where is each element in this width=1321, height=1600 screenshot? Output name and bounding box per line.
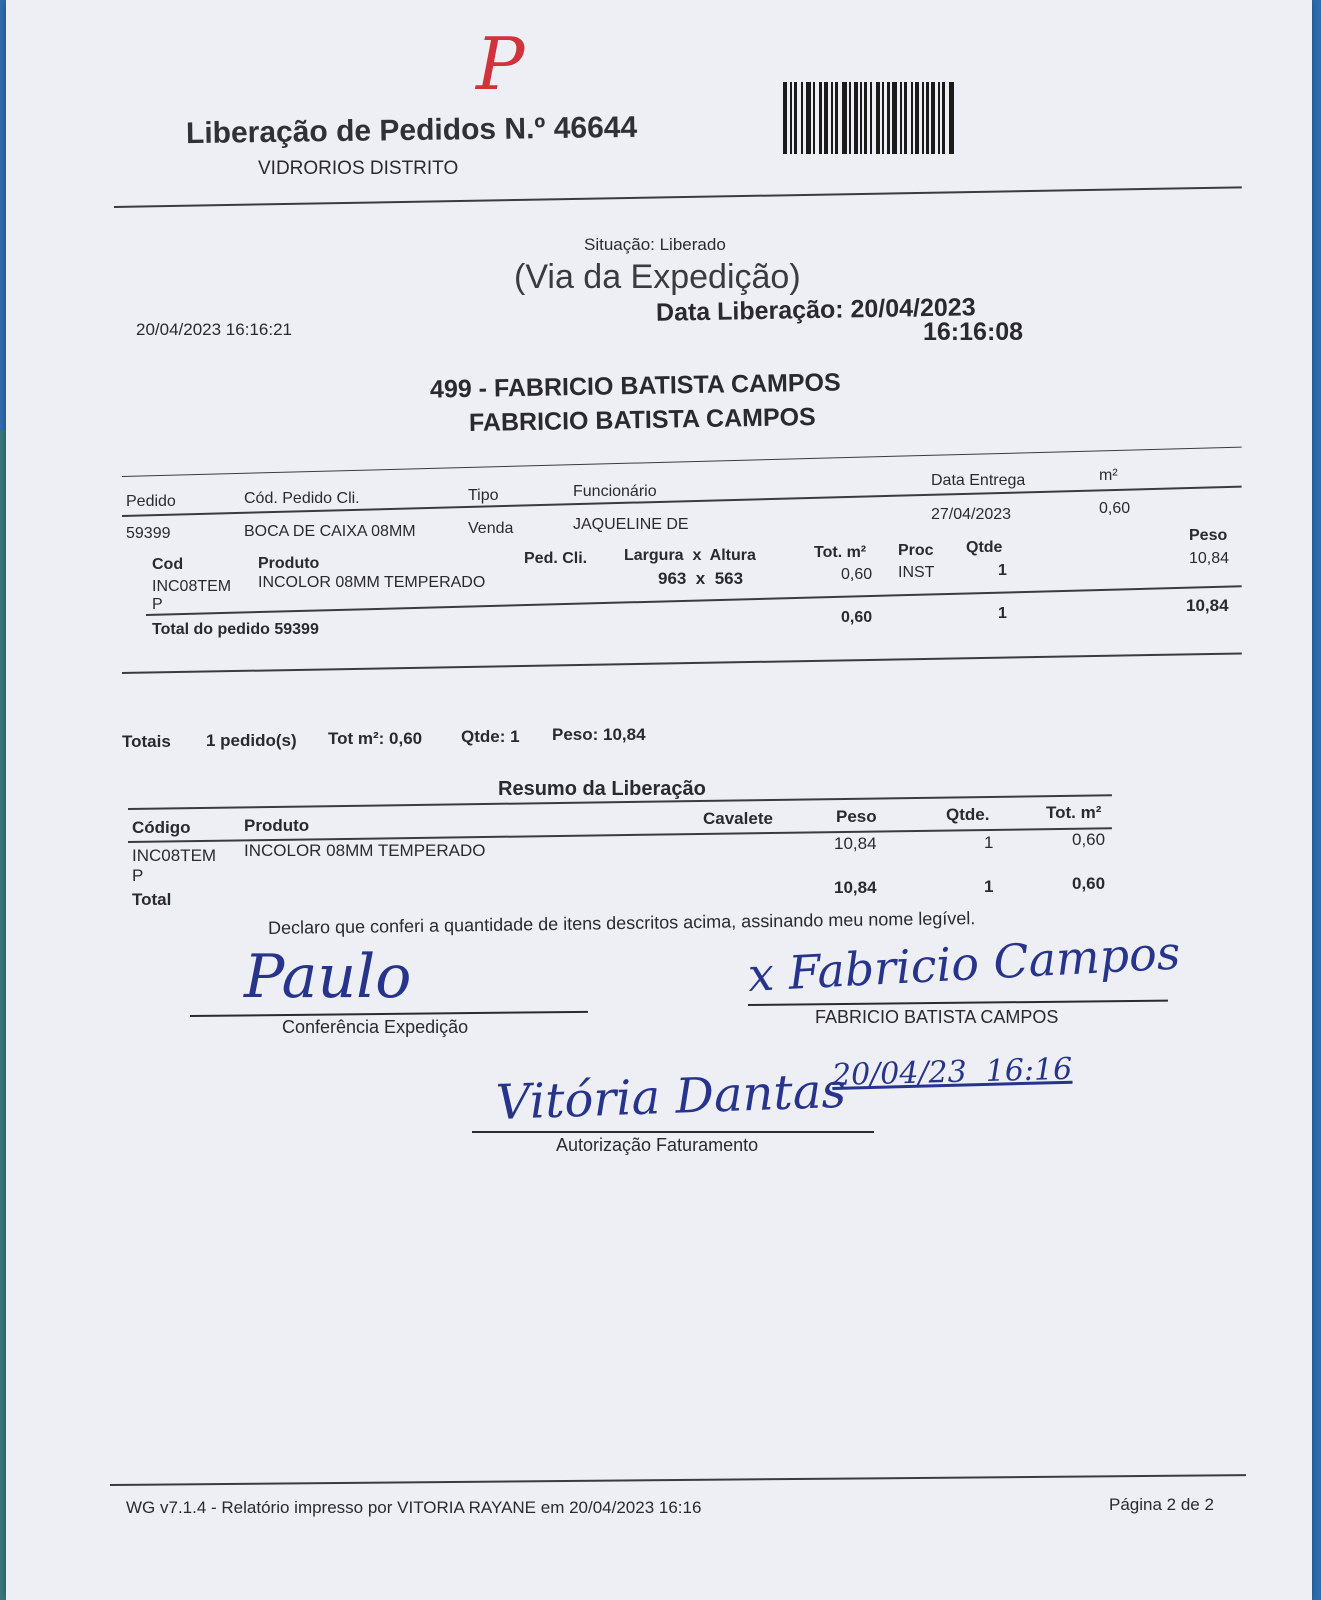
order-delivery-date: 27/04/2023 bbox=[931, 506, 1012, 523]
summary-code: INC08TEM bbox=[132, 846, 217, 865]
item-col-qtde: Qtde bbox=[966, 539, 1003, 556]
totals-qtde: Qtde: 1 bbox=[461, 727, 520, 746]
order-total-label: Total do pedido 59399 bbox=[152, 621, 319, 638]
footer-page-number: Página 2 de 2 bbox=[1109, 1495, 1214, 1514]
status-label: Situação: Liberado bbox=[584, 235, 726, 254]
item-product: INCOLOR 08MM TEMPERADO bbox=[258, 574, 486, 591]
release-date: Data Liberação: 20/04/2023 bbox=[655, 293, 976, 327]
item-dimensions: 963 x 563 bbox=[658, 569, 744, 588]
col-pedido: Pedido bbox=[126, 493, 176, 510]
expedicao-label: Conferência Expedição bbox=[282, 1017, 469, 1037]
client-signature-line bbox=[748, 1000, 1168, 1006]
item-col-tot-m2: Tot. m² bbox=[814, 544, 867, 561]
company-name: VIDRORIOS DISTRITO bbox=[258, 158, 459, 179]
item-qtde: 1 bbox=[998, 562, 1007, 579]
col-m2: m² bbox=[1099, 467, 1118, 484]
faturamento-signature: Vitória Dantas bbox=[495, 1062, 847, 1131]
handwritten-date: 20/04/23 16:16 bbox=[831, 1051, 1073, 1093]
faturamento-label: Autorização Faturamento bbox=[556, 1135, 759, 1155]
col-cod-pedido-cli: Cód. Pedido Cli. bbox=[244, 490, 360, 507]
col-funcionario: Funcionário bbox=[573, 483, 657, 500]
summary-total-peso: 10,84 bbox=[834, 878, 877, 897]
totals-peso: Peso: 10,84 bbox=[552, 725, 646, 744]
item-code-cont: P bbox=[152, 596, 163, 613]
order-employee: JAQUELINE DE bbox=[573, 516, 689, 533]
col-tipo: Tipo bbox=[468, 487, 499, 504]
summary-col-peso: Peso bbox=[836, 807, 877, 826]
summary-total-m2: 0,60 bbox=[1072, 874, 1106, 893]
order-client-code: BOCA DE CAIXA 08MM bbox=[244, 523, 416, 540]
item-code: INC08TEM bbox=[152, 578, 232, 595]
client-name: FABRICIO BATISTA CAMPOS bbox=[468, 402, 816, 438]
printed-at: 20/04/2023 16:16:21 bbox=[136, 320, 292, 339]
order-table-top-rule bbox=[122, 447, 1242, 477]
totals-label: Totais bbox=[122, 732, 171, 751]
totals-orders: 1 pedido(s) bbox=[206, 731, 297, 750]
summary-title: Resumo da Liberação bbox=[498, 778, 706, 800]
order-m2: 0,60 bbox=[1099, 500, 1131, 517]
declaration-text: Declaro que conferi a quantidade de itens descritos acima, assinando meu nome legível. bbox=[267, 908, 976, 938]
header-divider bbox=[114, 186, 1242, 208]
summary-col-tot-m2: Tot. m² bbox=[1046, 803, 1102, 822]
order-number: 59399 bbox=[126, 525, 171, 542]
summary-code-cont: P bbox=[132, 866, 144, 885]
item-peso: 10,84 bbox=[1189, 550, 1230, 567]
summary-col-qtde: Qtde. bbox=[946, 805, 990, 824]
expedicao-signature: Paulo bbox=[244, 942, 412, 1012]
faturamento-signature-line bbox=[472, 1131, 874, 1133]
copy-label: (Via da Expedição) bbox=[514, 258, 801, 296]
order-table-bottom-rule bbox=[122, 652, 1242, 674]
item-proc: INST bbox=[898, 564, 935, 581]
item-tot-m2: 0,60 bbox=[841, 566, 873, 583]
item-col-produto: Produto bbox=[258, 555, 320, 572]
item-col-proc: Proc bbox=[898, 542, 934, 559]
footer-rule bbox=[110, 1474, 1246, 1486]
client-code-name: 499 - FABRICIO BATISTA CAMPOS bbox=[429, 368, 841, 404]
barcode bbox=[783, 82, 981, 154]
summary-peso: 10,84 bbox=[834, 834, 877, 853]
summary-col-cavalete: Cavalete bbox=[703, 809, 773, 828]
order-total-m2: 0,60 bbox=[841, 609, 873, 626]
summary-total-label: Total bbox=[132, 890, 172, 909]
document-page bbox=[6, 0, 1312, 1600]
summary-tot-m2: 0,60 bbox=[1072, 830, 1106, 849]
item-col-largura-altura: Largura x Altura bbox=[624, 547, 756, 564]
document-title: Liberação de Pedidos N.º 46644 bbox=[185, 110, 638, 151]
summary-qtde: 1 bbox=[984, 833, 994, 852]
col-data-entrega: Data Entrega bbox=[931, 472, 1026, 489]
item-col-cod: Cod bbox=[152, 556, 184, 573]
summary-product: INCOLOR 08MM TEMPERADO bbox=[244, 841, 486, 860]
item-col-peso: Peso bbox=[1189, 527, 1228, 544]
summary-col-produto: Produto bbox=[244, 816, 310, 835]
order-total-qtde: 1 bbox=[998, 605, 1007, 622]
summary-col-codigo: Código bbox=[132, 818, 191, 837]
order-total-peso: 10,84 bbox=[1186, 596, 1229, 615]
release-time: 16:16:08 bbox=[923, 318, 1024, 346]
footer-printed-by: WG v7.1.4 - Relatório impresso por VITORIA RAYANE em 20/04/2023 16:16 bbox=[126, 1498, 702, 1517]
client-signature: x Fabricio Campos bbox=[746, 925, 1182, 1002]
item-col-ped-cli: Ped. Cli. bbox=[524, 550, 588, 567]
order-type: Venda bbox=[468, 520, 514, 537]
client-signature-label: FABRICIO BATISTA CAMPOS bbox=[815, 1007, 1059, 1027]
totals-m2: Tot m²: 0,60 bbox=[328, 729, 423, 748]
summary-total-qtde: 1 bbox=[984, 877, 994, 896]
handwritten-mark: P bbox=[476, 22, 525, 106]
